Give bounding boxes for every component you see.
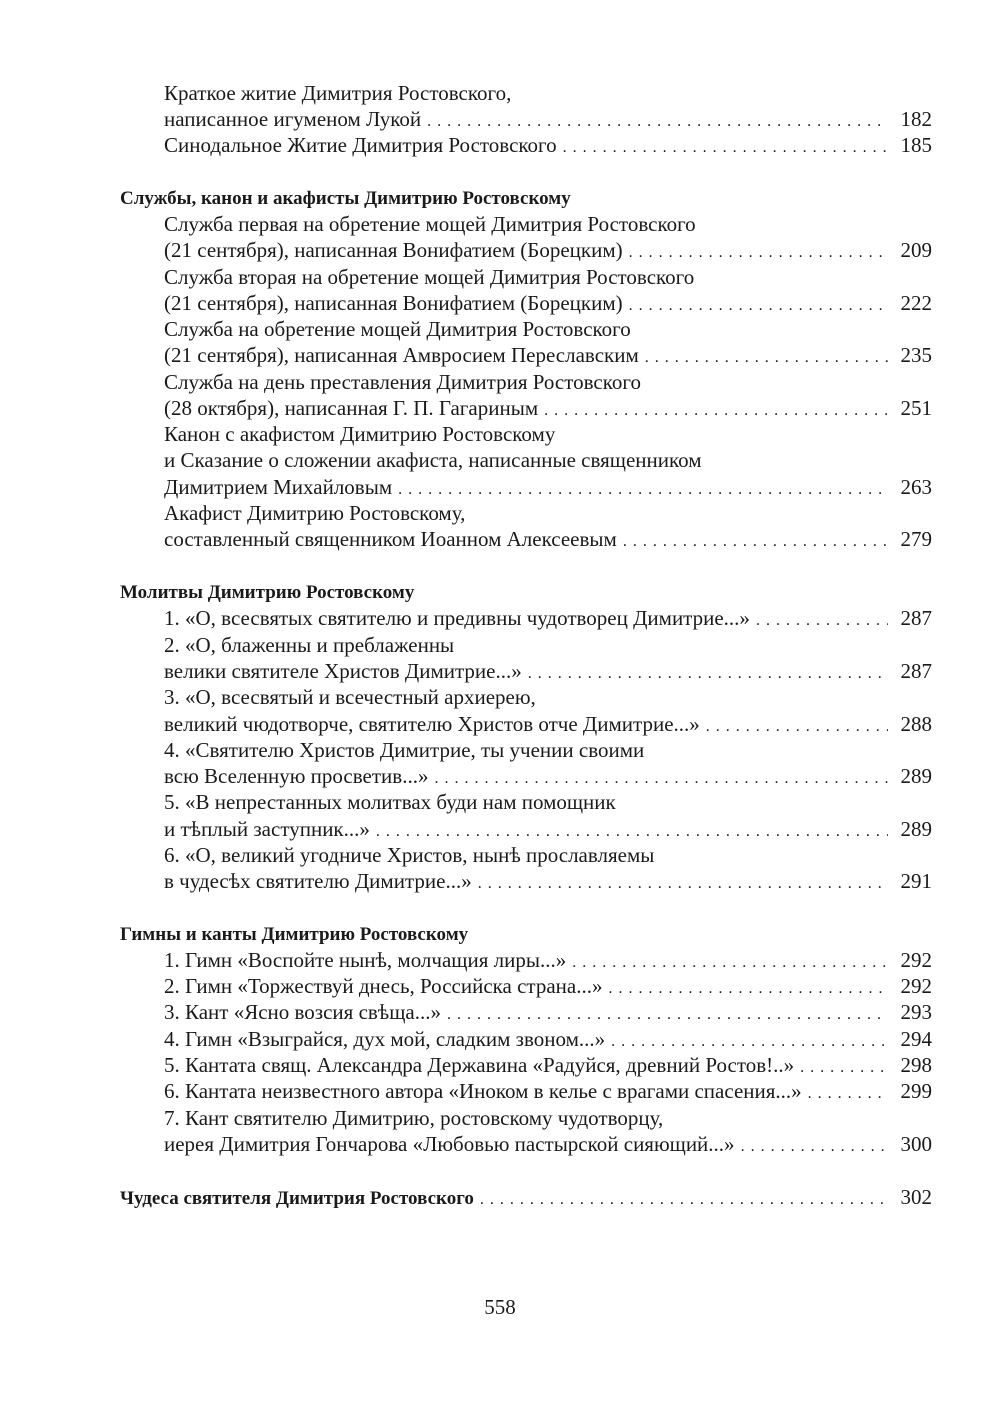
toc-entry-title: 5. Кантата свящ. Александра Державина «Радуйся, древний Ростов!..»: [164, 1053, 795, 1077]
toc-page-number: 287: [900, 659, 932, 683]
toc-page-number: 287: [900, 606, 932, 630]
toc-entry-line: 4. «Святителю Христов Димитрие, ты учении своими: [164, 738, 645, 762]
toc-entry-line: 2. «О, блаженны и преблаженны: [164, 633, 455, 657]
toc-page-number: 289: [900, 764, 932, 788]
toc-entry[interactable]: [164, 395, 932, 424]
toc-entry-title: всю Вселенную просветив...»: [164, 764, 429, 788]
dot-leader: [398, 474, 888, 503]
section-heading: Гимны и канты Димитрию Ростовскому: [120, 924, 469, 945]
toc-entry-title: иерея Димитрия Гончарова «Любовью пастырской сияющий...»: [164, 1132, 735, 1156]
toc-page-number: 291: [900, 869, 932, 893]
toc-entry-line: 5. «В непрестанных молитвах буди нам помощник: [164, 790, 616, 814]
toc-entry[interactable]: [164, 658, 932, 687]
toc-entry-title: 2. Гимн «Торжествуй днесь, Российска страна...»: [164, 974, 603, 998]
toc-entry-title: Синодальное Житие Димитрия Ростовского: [164, 133, 557, 157]
section-heading: Молитвы Димитрию Ростовскому: [120, 582, 415, 603]
section-heading: Службы, канон и акафисты Димитрию Ростовскому: [120, 188, 571, 209]
toc-page-number: 302: [900, 1185, 932, 1209]
toc-section-miracles[interactable]: [120, 1184, 932, 1213]
toc-entry-title: (21 сентября), написанная Вонифатием (Борецким): [164, 238, 623, 262]
toc-entry-line: Акафист Димитрию Ростовскому,: [164, 501, 466, 525]
dot-leader: [629, 290, 888, 319]
dot-leader: [480, 1184, 888, 1213]
toc-page-number: 294: [900, 1027, 932, 1051]
dot-leader: [609, 973, 889, 1002]
toc-entry[interactable]: [164, 973, 932, 1002]
toc-entry-title: 4. Гимн «Взыграйся, дух мой, сладким звоном...»: [164, 1027, 606, 1051]
toc-page-number: 288: [900, 712, 932, 736]
toc-entry-title: велики святителе Христов Димитрие...»: [164, 659, 522, 683]
toc-entry[interactable]: [164, 290, 932, 319]
toc-entry[interactable]: [164, 106, 932, 135]
toc-entry[interactable]: [164, 132, 932, 161]
toc-entry-title: написанное игуменом Лукой: [164, 107, 422, 131]
dot-leader: [544, 395, 888, 424]
dot-leader: [629, 237, 888, 266]
toc-page-number: 235: [900, 343, 932, 367]
toc-entry-title: 1. Гимн «Воспойте нынѣ, молчащия лиры...»: [164, 948, 567, 972]
toc-entry-title: в чудесѣх святителю Димитрие...»: [164, 869, 472, 893]
dot-leader: [447, 999, 888, 1028]
toc-entry-line: и Сказание о сложении акафиста, написанные священником: [164, 448, 702, 472]
toc-entry-title: Димитрием Михайловым: [164, 475, 393, 499]
toc-entry-title: 3. Кант «Ясно возсия свѣща...»: [164, 1000, 441, 1024]
toc-page-number: 298: [900, 1053, 932, 1077]
toc-entry-title: и тѣплый заступник...»: [164, 817, 370, 841]
toc-entry[interactable]: [164, 237, 932, 266]
toc-entry[interactable]: [164, 868, 932, 897]
dot-leader: [756, 605, 888, 634]
toc-page-number: 182: [900, 107, 932, 131]
toc-entry[interactable]: [164, 711, 932, 740]
dot-leader: [434, 763, 888, 792]
toc-page-number: 292: [900, 948, 932, 972]
dot-leader: [706, 711, 888, 740]
dot-leader: [528, 658, 888, 687]
dot-leader: [800, 1052, 888, 1081]
toc-page-number: 222: [900, 291, 932, 315]
toc-entry[interactable]: [164, 947, 932, 976]
toc-entry-title: великий чюдотворче, святителю Христов отче Димитрие...»: [164, 712, 700, 736]
toc-entry-title: (28 октября), написанная Г. П. Гагариным: [164, 396, 539, 420]
dot-leader: [427, 106, 888, 135]
toc-page-number: 251: [900, 396, 932, 420]
toc-entry[interactable]: [164, 474, 932, 503]
toc-page-number: 292: [900, 974, 932, 998]
toc-entry-title: (21 сентября), написанная Вонифатием (Борецким): [164, 291, 623, 315]
dot-leader: [741, 1131, 888, 1160]
toc-entry-title: составленный священником Иоанном Алексеевым: [164, 527, 617, 551]
toc-entry[interactable]: [164, 605, 932, 634]
dot-leader: [623, 526, 888, 555]
dot-leader: [645, 342, 888, 371]
toc-entry-line: Канон с акафистом Димитрию Ростовскому: [164, 422, 556, 446]
page-number: 558: [484, 1295, 516, 1319]
toc-page-number: 279: [900, 527, 932, 551]
toc-entry-line: Краткое житие Димитрия Ростовского,: [164, 81, 512, 105]
dot-leader: [808, 1078, 888, 1107]
toc-page-number: 300: [900, 1132, 932, 1156]
toc-page-number: 299: [900, 1079, 932, 1103]
toc-entry-line: 3. «О, всесвятый и всечестный архиерею,: [164, 685, 536, 709]
dot-leader: [611, 1026, 888, 1055]
dot-leader: [572, 947, 888, 976]
toc-entry[interactable]: [164, 1026, 932, 1055]
toc-page-number: 185: [900, 133, 932, 157]
toc-entry[interactable]: [164, 763, 932, 792]
dot-leader: [376, 816, 888, 845]
toc-entry-line: Служба на обретение мощей Димитрия Ростовского: [164, 317, 631, 341]
toc-entry[interactable]: [164, 526, 932, 555]
dot-leader: [478, 868, 888, 897]
toc-page-number: 289: [900, 817, 932, 841]
toc-entry[interactable]: [164, 999, 932, 1028]
toc-entry[interactable]: [164, 1131, 932, 1160]
toc-page-number: 209: [900, 238, 932, 262]
toc-entry-title: 1. «О, всесвятых святителю и предивны чудотворец Димитрие...»: [164, 606, 750, 630]
toc-entry-title: (21 сентября), написанная Амвросием Переславским: [164, 343, 639, 367]
section-heading: Чудеса святителя Димитрия Ростовского: [120, 1188, 474, 1209]
toc-entry-line: 7. Кант святителю Димитрию, ростовскому чудотворцу,: [164, 1106, 664, 1130]
toc-entry-line: Служба на день преставления Димитрия Ростовского: [164, 370, 641, 394]
toc-entry-line: 6. «О, великий угодниче Христов, нынѣ прославляемы: [164, 843, 655, 867]
dot-leader: [563, 132, 888, 161]
toc-page-number: 293: [900, 1000, 932, 1024]
toc-entry-title: 6. Кантата неизвестного автора «Иноком в келье с врагами спасения...»: [164, 1079, 802, 1103]
toc-entry[interactable]: [164, 1078, 932, 1107]
toc-page-number: 263: [900, 475, 932, 499]
toc-entry-line: Служба вторая на обретение мощей Димитрия Ростовского: [164, 265, 695, 289]
toc-entry[interactable]: [164, 342, 932, 371]
toc-entry-line: Служба первая на обретение мощей Димитрия Ростовского: [164, 212, 696, 236]
toc-entry[interactable]: [164, 816, 932, 845]
toc-entry[interactable]: [164, 1052, 932, 1081]
